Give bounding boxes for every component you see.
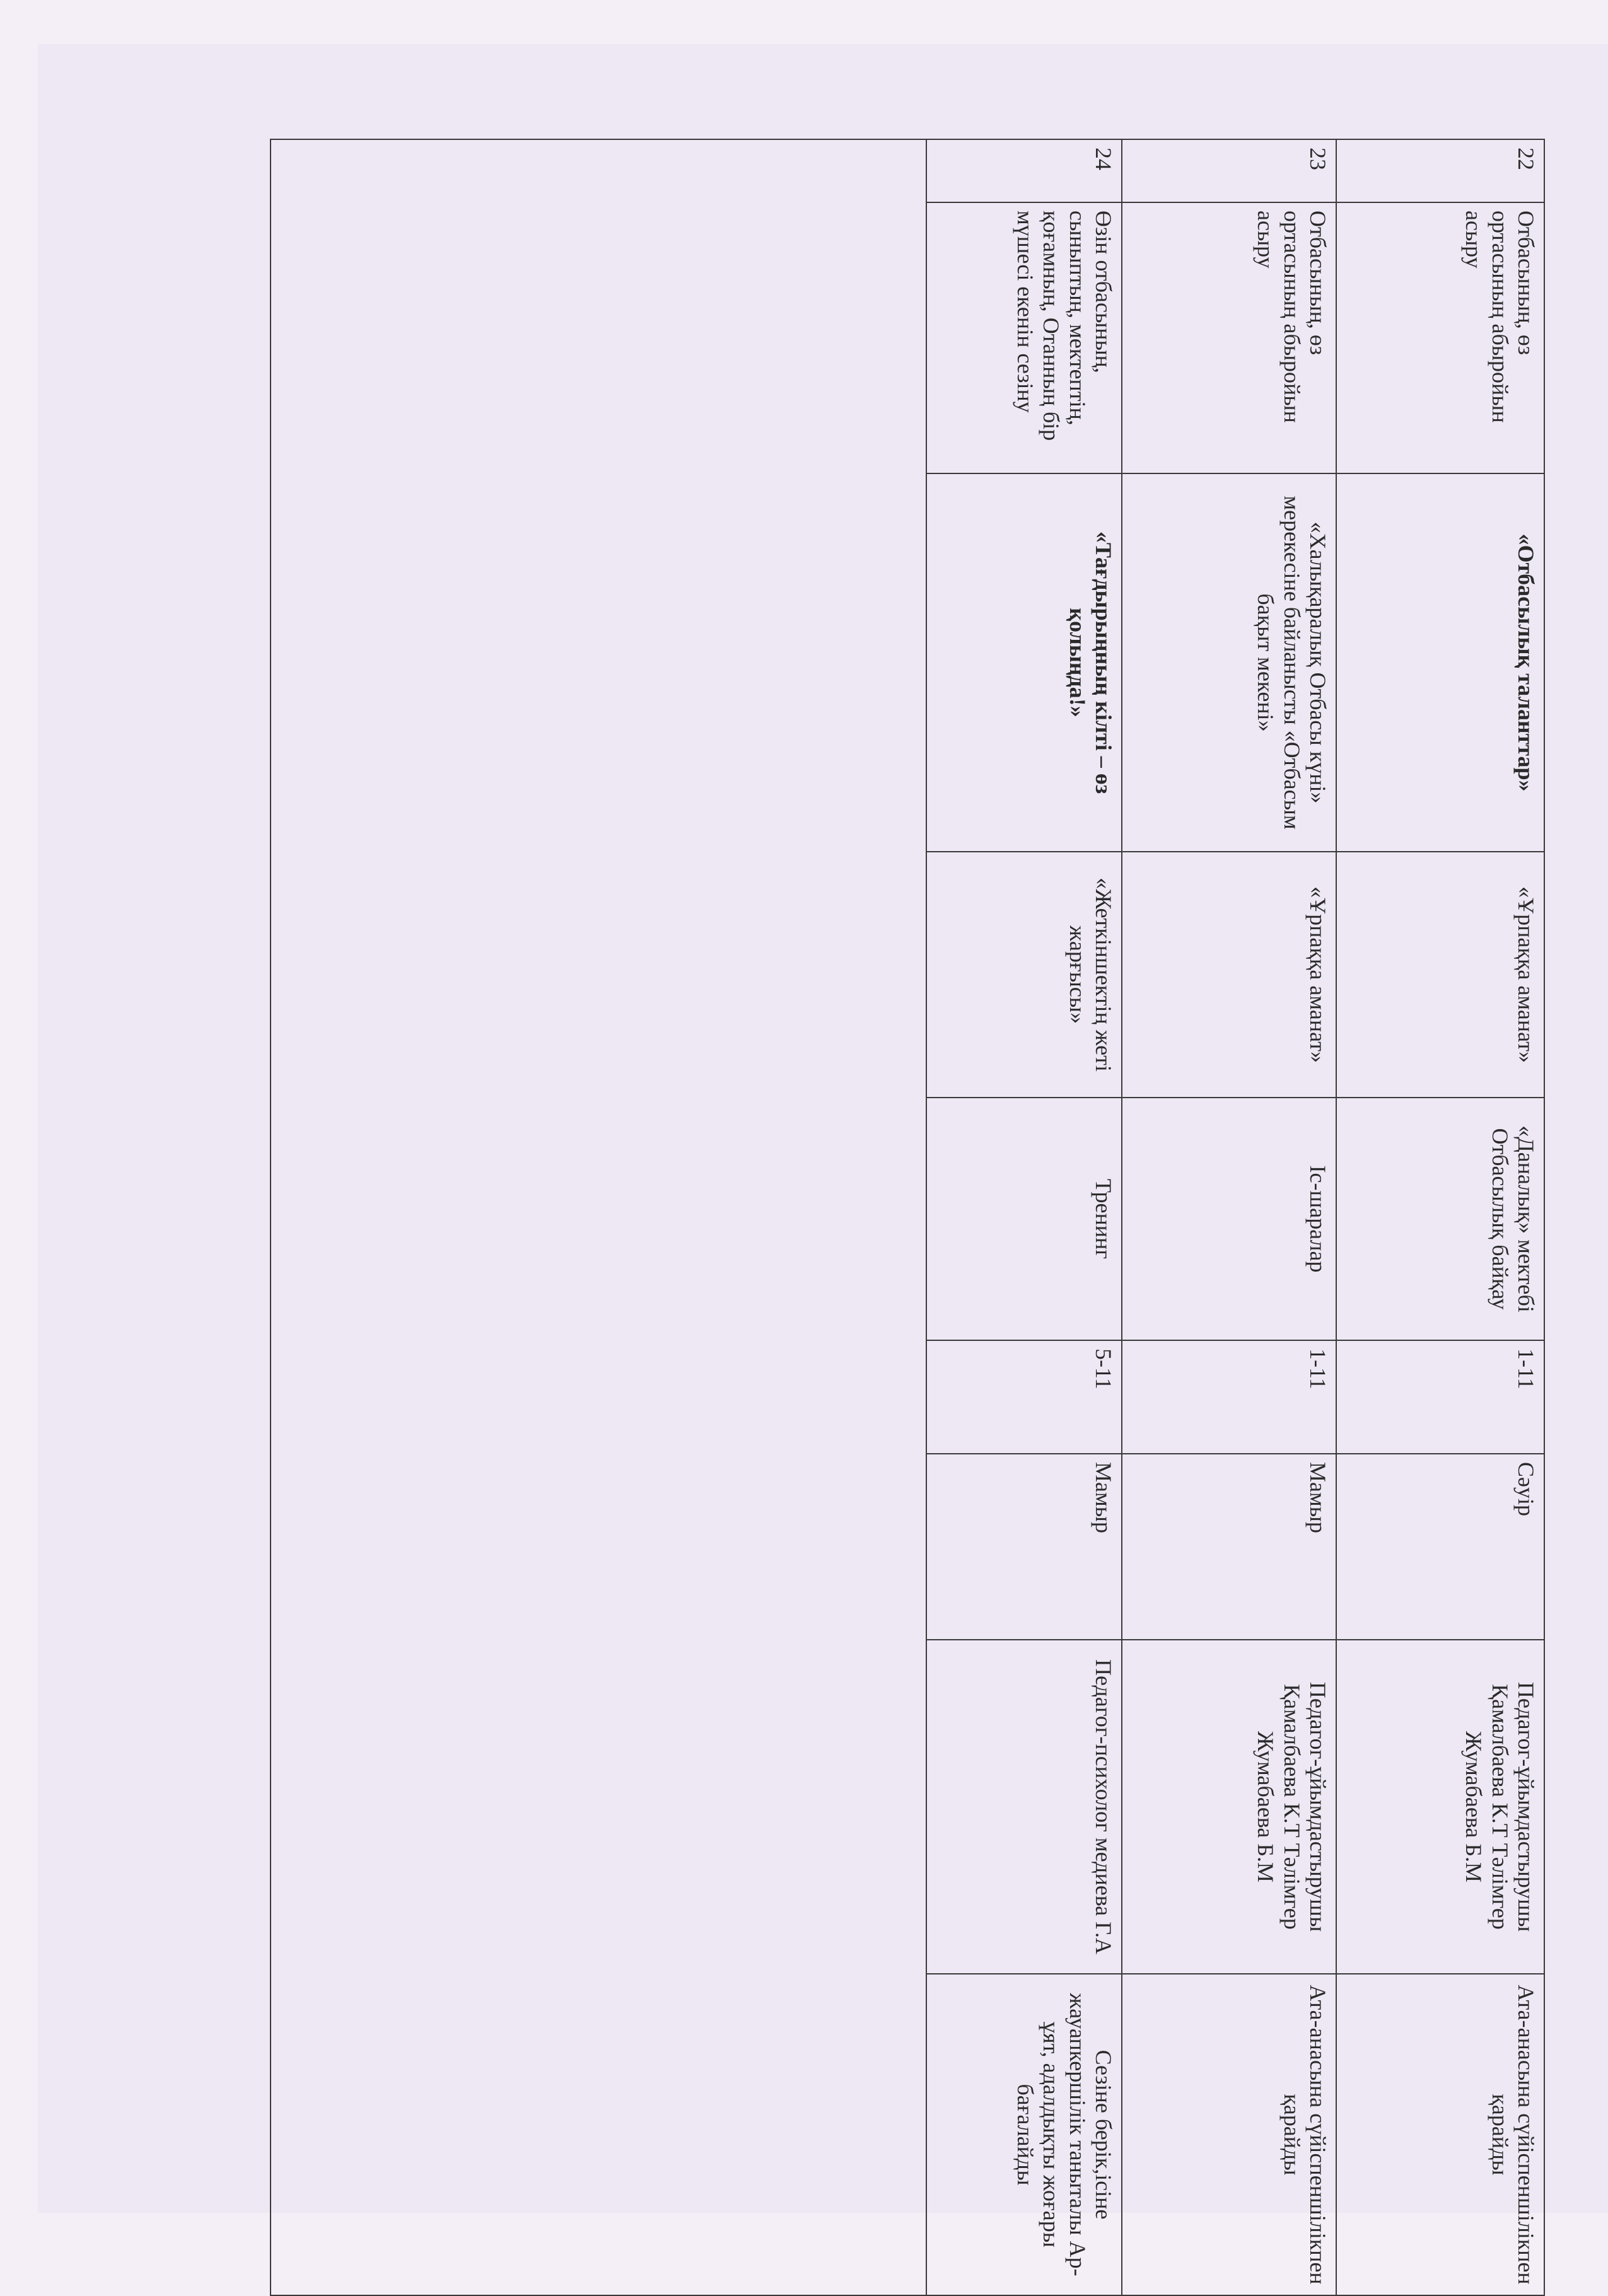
cell-grade: 1-11 bbox=[1122, 1340, 1336, 1454]
cell-direction: Отбасының, өз ортасының абыройын асыру bbox=[1122, 202, 1336, 473]
empty-cell bbox=[271, 139, 926, 2295]
cell-value: «Ұрпаққа аманат» bbox=[1122, 852, 1336, 1098]
cell-event: «Тағдырыңның кілті – өз қолыңда!» bbox=[926, 473, 1122, 852]
cell-value: «Жеткіншектің жеті жарғысы» bbox=[926, 852, 1122, 1098]
cell-grade: 1-11 bbox=[1336, 1340, 1544, 1454]
cell-grade: 5-11 bbox=[926, 1340, 1122, 1454]
cell-value: «Ұрпаққа аманат» bbox=[1336, 852, 1544, 1098]
cell-form: Тренинг bbox=[926, 1098, 1122, 1340]
cell-number: 24 bbox=[926, 139, 1122, 202]
empty-table-area bbox=[271, 139, 926, 2295]
cell-direction: Отбасының, өз ортасының абыройын асыру bbox=[1336, 202, 1544, 473]
cell-time: Сәуір bbox=[1336, 1454, 1544, 1640]
cell-result: Ата-анасына сүйіспеншілікпен қарайды bbox=[1336, 1974, 1544, 2295]
cell-result: Сезіне берік,ісіне жауапкершілік таныталы Ар-ұят, адалдықты жоғары бағалайды bbox=[926, 1974, 1122, 2295]
table-row bbox=[1122, 139, 1336, 2295]
rotated-table-area bbox=[271, 139, 1545, 2285]
cell-time: Мамыр bbox=[926, 1454, 1122, 1640]
cell-number: 22 bbox=[1336, 139, 1544, 202]
cell-event: «Отбасылық таланттар» bbox=[1336, 473, 1544, 852]
table-row bbox=[1336, 139, 1544, 2295]
cell-time: Мамыр bbox=[1122, 1454, 1336, 1640]
cell-form: Іс-шаралар bbox=[1122, 1098, 1336, 1340]
cell-event: «Халықаралық Отбасы күні» мерекесіне байланысты «Отбасым бақыт мекені» bbox=[1122, 473, 1336, 852]
cell-responsible: Педагог-ұйымдастырушы Қамалбаева К.Т Тәлімгер Жумабаева Б.М bbox=[1336, 1640, 1544, 1974]
plan-table bbox=[270, 139, 1545, 2296]
cell-responsible: Педагог-ұйымдастырушы Қамалбаева К.Т Тәлімгер Жумабаева Б.М bbox=[1122, 1640, 1336, 1974]
scanned-page bbox=[38, 44, 1608, 2285]
cell-form: «Даналық» мектебі Отбасылық байқау bbox=[1336, 1098, 1544, 1340]
cell-result: Ата-анасына сүйіспеншілікпен қарайды bbox=[1122, 1974, 1336, 2295]
cell-responsible: Педагог-психолог медиева Г.А bbox=[926, 1640, 1122, 1974]
table-row bbox=[926, 139, 1122, 2295]
cell-direction: Өзін отбасының, сыныптың, мектептің, қоғамның, Отанның бір мүшесі екенін сезіну bbox=[926, 202, 1122, 473]
cell-number: 23 bbox=[1122, 139, 1336, 202]
